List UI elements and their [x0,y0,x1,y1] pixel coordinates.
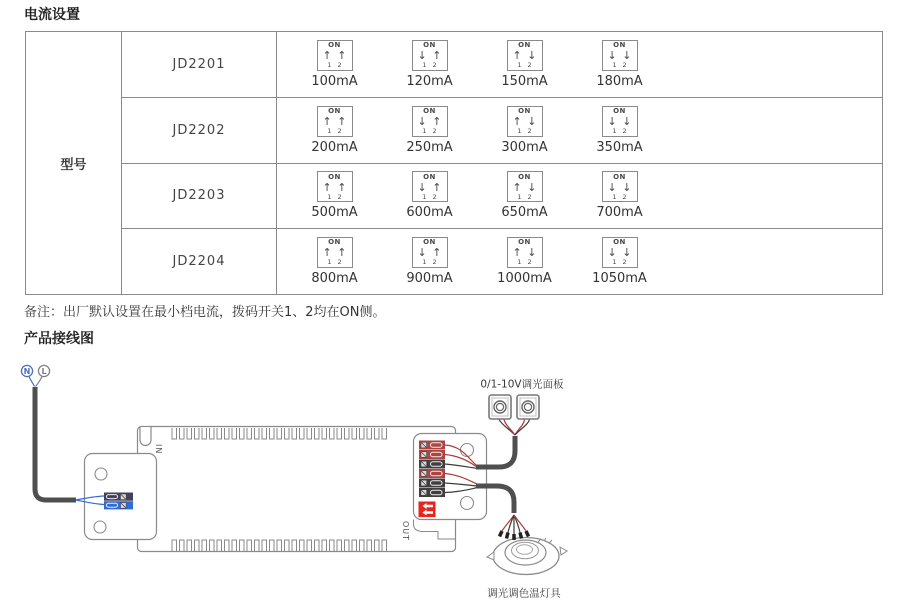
dip-setting [477,237,572,286]
output-terminal [419,469,445,478]
dip-on-label: ON [518,41,531,50]
model-name: JD2204 [122,229,277,294]
dip-setting [477,171,572,220]
dip-arrows: ↓ ↑ [417,114,442,128]
live-label: L [41,367,47,376]
dip-arrows: ↓ ↑ [417,246,442,260]
mount-hole [461,497,474,510]
dip-on-label: ON [518,172,531,181]
dimmer-knob [489,395,511,419]
spring-clip [560,547,567,555]
dip-switch-icon [412,171,448,202]
dip-pins-label: 1 2 [517,61,532,70]
dip-switch-icon [507,237,543,268]
dip-on-label: ON [328,41,341,50]
black-wire [508,515,514,533]
lamp-branch [476,486,567,600]
dip-on-label: ON [613,106,626,115]
dip-pins-label: 1 2 [422,258,437,267]
dip-pins-label: 1 2 [327,61,342,70]
current-value: 800mA [311,271,358,287]
output-terminal [419,441,445,450]
table-row [122,98,882,164]
dip-arrows: ↑ ↑ [322,246,347,260]
dip-switch-icon [412,237,448,268]
dip-arrows: ↓ ↓ [607,114,632,128]
dip-on-label: ON [518,238,531,247]
table-body [122,32,882,294]
mount-hole [95,468,107,480]
dip-switch-icon [419,502,436,518]
dip-on-label: ON [518,106,531,115]
dip-on-label: ON [328,106,341,115]
wiring-diagram [0,352,900,604]
current-value: 1050mA [592,271,647,287]
factory-default-note: 备注：出厂默认设置在最小档电流，拨码开关1、2均在ON侧。 [24,305,386,320]
model-name: JD2202 [122,98,277,163]
dip-setting [382,237,477,286]
dip-on-label: ON [328,238,341,247]
dip-pins-label: 1 2 [612,192,627,201]
model-name: JD2201 [122,32,277,97]
current-value: 500mA [311,205,358,221]
output-terminal [419,479,445,488]
section-title-current-setting: 电流设置 [24,7,80,23]
dip-pins-label: 1 2 [517,192,532,201]
dip-setting [287,106,382,155]
current-value: 600mA [406,205,453,221]
dimmer-panel-label: 0/1-10V调光面板 [480,378,564,391]
lamp-wires [500,515,529,540]
dip-on-label: ON [613,238,626,247]
dip-pins-label: 1 2 [612,258,627,267]
input-terminal [104,493,133,501]
current-value: 100mA [311,73,358,89]
red-wire [502,515,514,531]
black-wire [515,420,530,436]
l-wire [36,377,43,387]
switch-settings-cell [277,229,882,294]
dip-arrows: ↓ ↓ [607,246,632,260]
dip-pins-label: 1 2 [422,126,437,135]
dip-setting [382,106,477,155]
model-name: JD2203 [122,164,277,229]
dip-pins-label: 1 2 [517,258,532,267]
mount-notch [140,427,151,446]
current-value: 650mA [501,205,548,221]
input-terminal [104,501,133,509]
switch-settings-cell [277,32,882,97]
output-terminal [419,450,445,459]
current-value: 150mA [501,73,548,89]
mount-hole [94,521,106,533]
dip-arrows: ↑ ↓ [512,49,537,63]
in-label: IN [154,444,163,455]
wire-connector [507,533,509,539]
dip-setting [572,237,667,286]
model-header-cell: 型号 [26,32,122,294]
wire-connector [500,531,503,537]
table-row [122,164,882,230]
dip-arrows: ↓ ↑ [417,49,442,63]
neutral-label: N [23,367,31,376]
dip-setting [572,171,667,220]
dip-arrows: ↑ ↑ [322,49,347,63]
dip-setting [287,237,382,286]
dip-on-label: ON [613,41,626,50]
current-setting-table [25,31,883,295]
dip-arrows: ↑ ↓ [512,114,537,128]
dip-on-label: ON [423,238,436,247]
dip-arrows: ↑ ↓ [512,180,537,194]
dip-setting [477,40,572,89]
mount-hole [461,444,474,457]
table-row [122,229,882,294]
output-terminal [419,488,445,497]
dip-arrows: ↑ ↓ [512,246,537,260]
dip-arrows: ↑ ↑ [322,180,347,194]
dip-switch-icon [317,237,353,268]
current-value: 700mA [596,205,643,221]
out-label: OUT [401,521,410,542]
dimmer-knob [517,395,539,419]
dip-switch-icon [507,106,543,137]
dip-switch-icon [412,40,448,71]
dip-setting [572,40,667,89]
current-value: 250mA [406,139,453,155]
dip-pins-label: 1 2 [517,126,532,135]
dip-on-label: ON [423,106,436,115]
dip-on-label: ON [328,172,341,181]
dip-switch-icon [602,106,638,137]
dip-on-label: ON [423,172,436,181]
dimmer-branch [476,378,564,468]
red-wire [514,515,526,531]
current-value: 350mA [596,139,643,155]
current-value: 900mA [406,271,453,287]
section-title-wiring: 产品接线图 [24,331,94,347]
current-value: 200mA [311,139,358,155]
current-value: 120mA [406,73,453,89]
n-wire [29,377,35,387]
dip-arrows: ↓ ↓ [607,49,632,63]
wire-connector [526,531,529,537]
dip-arrows: ↓ ↑ [417,180,442,194]
switch-settings-cell [277,164,882,229]
downlight-fixture [487,538,567,575]
dip-pins-label: 1 2 [612,61,627,70]
wire-connector [520,533,522,539]
spring-clip [487,552,494,560]
current-value: 1000mA [497,271,552,287]
dip-switch-icon [602,171,638,202]
dip-switch-icon [507,171,543,202]
black-wire [514,515,520,533]
dip-setting [382,40,477,89]
dip-pins-label: 1 2 [327,192,342,201]
current-value: 300mA [501,139,548,155]
dip-on-label: ON [423,41,436,50]
dip-pins-label: 1 2 [422,61,437,70]
lamp-label: 调光调色温灯具 [487,587,561,600]
dip-arrows: ↓ ↓ [607,180,632,194]
dip-pins-label: 1 2 [422,192,437,201]
dip-switch-icon [412,106,448,137]
dip-setting [572,106,667,155]
current-value: 180mA [596,73,643,89]
dip-arrows: ↑ ↑ [322,114,347,128]
dip-setting [287,40,382,89]
dip-switch-icon [602,40,638,71]
dip-switch-icon [602,237,638,268]
dip-switch-icon [317,171,353,202]
dip-pins-label: 1 2 [327,126,342,135]
dip-switch-icon [317,40,353,71]
dip-on-label: ON [613,172,626,181]
dip-setting [477,106,572,155]
input-cable [35,387,76,500]
table-row [122,32,882,98]
dip-setting [382,171,477,220]
dip-setting [287,171,382,220]
switch-settings-cell [277,98,882,163]
dip-switch-icon [317,106,353,137]
output-terminal [419,460,445,469]
dip-pins-label: 1 2 [327,258,342,267]
dip-pins-label: 1 2 [612,126,627,135]
dip-switch-icon [507,40,543,71]
